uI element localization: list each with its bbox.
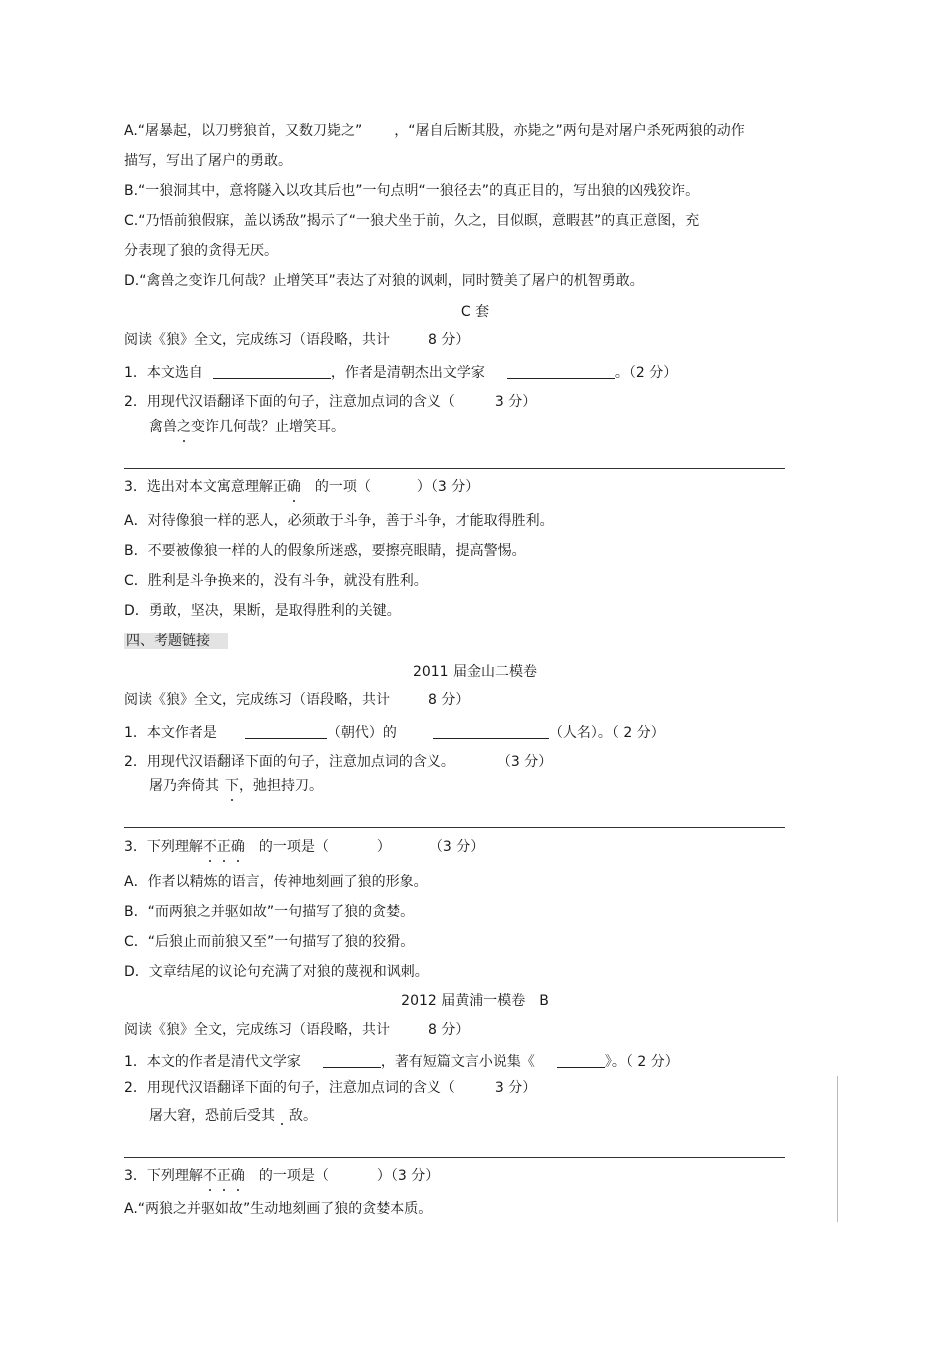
- sentence-part: 屠乃奔倚其: [149, 778, 219, 794]
- set-c-q1-text1: 1．本文选自: [124, 365, 203, 381]
- q1-text: 1．本文作者是: [124, 725, 217, 741]
- answer-line: [124, 827, 785, 828]
- option-c-line2: 分表现了狼的贪得无厌。: [124, 243, 278, 259]
- option-d: D.“禽兽之变诈几何哉？止增笑耳”表达了对狼的讽刺，同时赞美了屠户的机智勇敢。: [124, 273, 644, 289]
- dotted-word: 下: [225, 778, 239, 794]
- intro-text: 阅读《狼》全文，完成练习（语段略，共计: [124, 692, 390, 708]
- jinshan-q1-blank1[interactable]: [245, 722, 327, 739]
- sentence-part: 变诈几何哉？止增笑耳。: [191, 419, 345, 435]
- jinshan-option-b: B．“而两狼之并驱如故”一句描写了狼的贪婪。: [124, 904, 415, 920]
- huangpu-q2-sentence: [149, 1106, 317, 1126]
- q1-score: （人名）。（ 2 分）: [548, 725, 665, 741]
- set-c-q3: [124, 477, 479, 497]
- q2-score: 3 分）: [494, 1080, 537, 1096]
- set-c-q1-blank2[interactable]: [507, 362, 615, 379]
- set-c-option-c: C．胜利是斗争换来的，没有斗争，就没有胜利。: [124, 573, 428, 589]
- jinshan-option-d: D．文章结尾的议论句充满了对狼的蔑视和讽刺。: [124, 964, 429, 980]
- sentence-part: 禽兽: [149, 419, 177, 435]
- sentence-part: 屠大窘，恐前后受其: [149, 1108, 275, 1124]
- q3-text: 3．下列理解: [124, 839, 203, 855]
- huangpu-q1: [124, 1051, 679, 1072]
- set-c-intro: [124, 330, 469, 350]
- huangpu-q1-blank2[interactable]: [557, 1051, 605, 1068]
- q2-score: （3 分）: [496, 754, 553, 770]
- jinshan-option-c: C．“后狼止而前狼又至”一句描写了狼的狡猾。: [124, 934, 415, 950]
- sentence-part: ，弛担持刀。: [239, 778, 323, 794]
- option-a-line2: 描写，写出了屠户的勇敢。: [124, 153, 292, 169]
- jinshan-q3: [124, 837, 484, 857]
- set-c-q2-sentence: [149, 417, 345, 437]
- jinshan-intro: [124, 690, 469, 710]
- q2-text: 2．用现代汉语翻译下面的句子，注意加点词的含义。: [124, 754, 455, 770]
- huangpu-q3: [124, 1166, 439, 1186]
- intro-text: 阅读《狼》全文，完成练习（语段略，共计: [124, 1022, 390, 1038]
- set-c-q2: [124, 392, 536, 412]
- section-heading: [124, 631, 228, 651]
- q3-text: 的一项（: [314, 479, 371, 495]
- q3-text: 的一项是（: [258, 1168, 329, 1184]
- option-a-line1: [124, 121, 745, 141]
- q1-text: ，著有短篇文言小说集《: [380, 1054, 535, 1070]
- q2-text: 2．用现代汉语翻译下面的句子，注意加点词的含义（: [124, 1080, 455, 1096]
- jinshan-q1-blank2[interactable]: [433, 722, 549, 739]
- set-c-q1-blank1[interactable]: [213, 362, 331, 379]
- dotted-word: 确: [230, 1168, 245, 1184]
- answer-line: [124, 1157, 785, 1158]
- set-c-option-a: A．对待像狼一样的恶人，必须敢于斗争，善于斗争，才能取得胜利。: [124, 513, 554, 529]
- q3-score: ）（3 分）: [376, 1168, 440, 1184]
- huangpu-heading: 2012 届黄浦一模卷 B: [401, 993, 549, 1009]
- option-b: B.“一狼洞其中，意将隧入以攻其后也”一句点明“一狼径去”的真正目的，写出狼的凶残狡诈。: [124, 183, 700, 199]
- q3-text: 3．下列理解: [124, 1168, 203, 1184]
- huangpu-q1-blank1[interactable]: [323, 1051, 381, 1068]
- q3-text: 的一项是（: [258, 839, 329, 855]
- jinshan-q1: [124, 722, 665, 743]
- q3-text: ）: [376, 839, 391, 855]
- set-c-intro-text: 阅读《狼》全文，完成练习（语段略，共计: [124, 332, 390, 348]
- set-c-q2-score: 3 分）: [494, 394, 537, 410]
- q3-score: ）（3 分）: [416, 479, 480, 495]
- intro-score: 8 分）: [428, 1022, 470, 1038]
- q1-text: （朝代）的: [326, 725, 397, 741]
- sentence-part: 敌。: [289, 1108, 317, 1124]
- margin-line: [837, 1076, 838, 1222]
- dotted-word: 之: [177, 419, 191, 435]
- option-c-line1: C.“乃悟前狼假寐，盖以诱敌”揭示了“一狼犬坐于前，久之，目似瞑，意暇甚”的真正意图，充: [124, 213, 700, 229]
- dotted-word: 正: [216, 1168, 231, 1184]
- answer-line: [124, 468, 785, 469]
- q3-score: （3 分）: [428, 839, 485, 855]
- set-c-option-b: B．不要被像狼一样的人的假象所迷惑，要擦亮眼睛，提高警惕。: [124, 543, 526, 559]
- huangpu-option-a: A.“两狼之并驱如故”生动地刻画了狼的贪婪本质。: [124, 1201, 433, 1217]
- dotted-word: 不: [202, 839, 217, 855]
- dotted-word: 不: [202, 1168, 217, 1184]
- set-c-option-d: D．勇敢，坚决，果断，是取得胜利的关键。: [124, 603, 401, 619]
- set-c-q1-text2: ，作者是清朝杰出文学家: [330, 365, 485, 381]
- option-a-text2: ，“屠自后断其股，亦毙之”两句是对屠户杀死两狼的动作: [394, 123, 745, 139]
- set-c-q2-text: 2．用现代汉语翻译下面的句子，注意加点词的含义（: [124, 394, 455, 410]
- q3-text: 3．选出对本文寓意理解正: [124, 479, 287, 495]
- dotted-word: 确: [286, 479, 301, 495]
- intro-score: 8 分）: [428, 692, 470, 708]
- q1-text: 1．本文的作者是清代文学家: [124, 1054, 301, 1070]
- huangpu-intro: [124, 1020, 469, 1040]
- jinshan-heading: 2011 届金山二模卷: [412, 664, 538, 680]
- set-c-q1: [124, 362, 677, 383]
- huangpu-q2: [124, 1078, 536, 1098]
- jinshan-q2: [124, 752, 552, 772]
- set-c-heading: C 套: [460, 304, 490, 320]
- set-c-q1-text3: 。（2 分）: [614, 365, 678, 381]
- set-c-intro-score: 8 分）: [428, 332, 470, 348]
- jinshan-option-a: A．作者以精炼的语言，传神地刻画了狼的形象。: [124, 874, 428, 890]
- dotted-word: 确: [230, 839, 245, 855]
- dotted-word: 正: [216, 839, 231, 855]
- q1-score: 》。（ 2 分）: [604, 1054, 679, 1070]
- section-4-heading: 四、考题链接: [124, 633, 228, 649]
- jinshan-q2-sentence: [149, 776, 323, 796]
- option-a-text1: A.“屠暴起，以刀劈狼首，又数刀毙之”: [124, 123, 363, 139]
